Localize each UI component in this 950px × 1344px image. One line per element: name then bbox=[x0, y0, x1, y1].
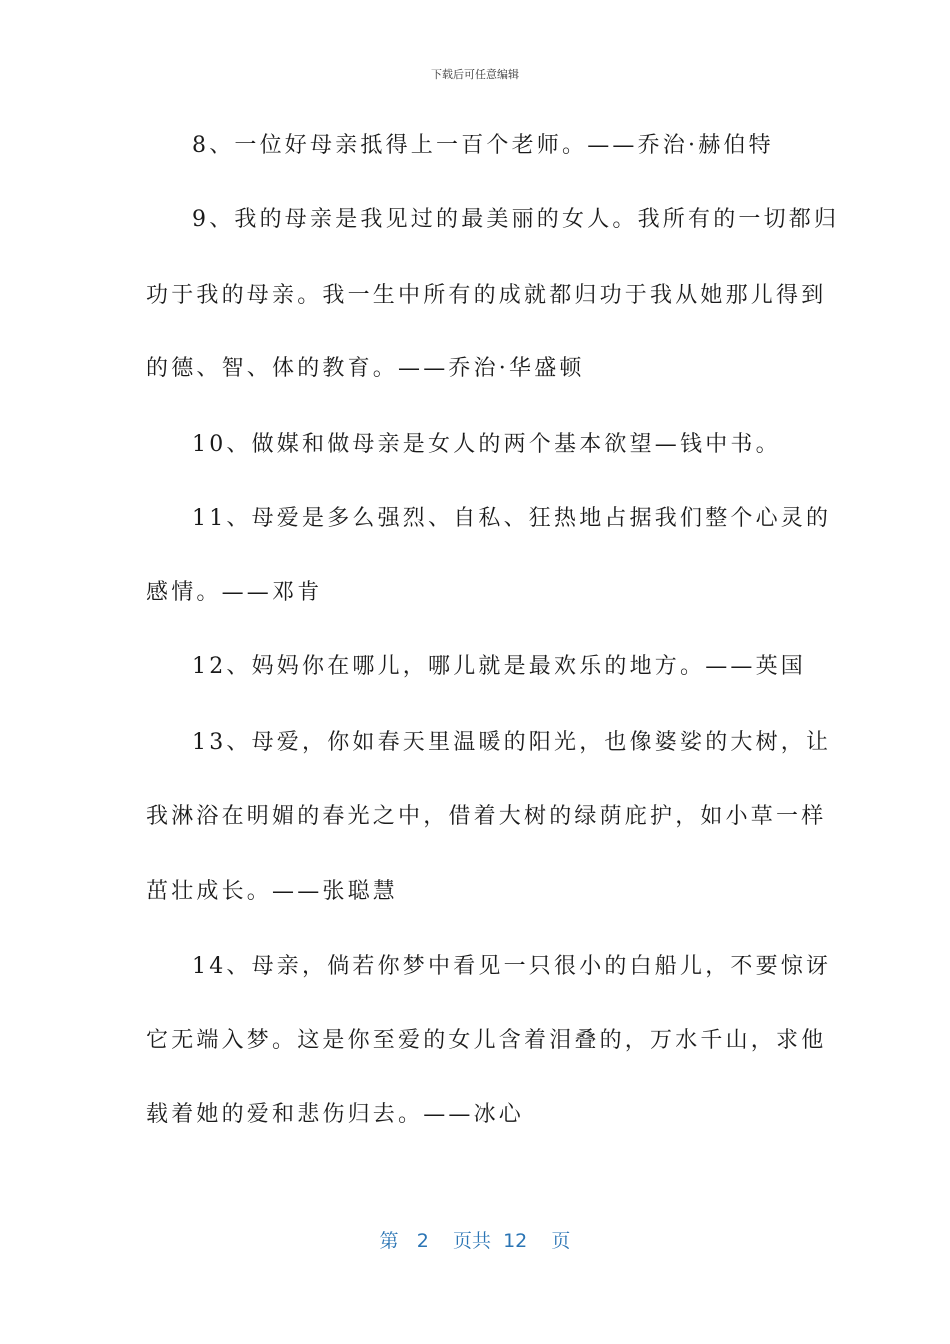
footer-prefix: 第 bbox=[379, 1230, 399, 1252]
current-page-number: 2 bbox=[416, 1230, 429, 1252]
paragraph-14-line-3: 载着她的爱和悲伤归去。——冰心 bbox=[146, 1102, 525, 1127]
paragraph-8-line-1: 8、一位好母亲抵得上一百个老师。——乔治·赫伯特 bbox=[192, 133, 774, 158]
page-footer bbox=[0, 1226, 950, 1253]
paragraph-11-line-2: 感情。——邓肯 bbox=[146, 580, 323, 605]
footer-middle: 页共 bbox=[452, 1230, 491, 1252]
total-pages-number: 12 bbox=[503, 1230, 528, 1252]
paragraph-9-line-3: 的德、智、体的教育。——乔治·华盛顿 bbox=[146, 356, 585, 381]
paragraph-13-line-2: 我淋浴在明媚的春光之中，借着大树的绿荫庇护，如小草一样 bbox=[146, 804, 827, 829]
header-note: 下载后可任意编辑 bbox=[431, 68, 519, 81]
paragraph-9-line-1: 9、我的母亲是我见过的最美丽的女人。我所有的一切都归 bbox=[192, 207, 840, 232]
paragraph-9-line-2: 功于我的母亲。我一生中所有的成就都归功于我从她那儿得到 bbox=[146, 283, 827, 308]
paragraph-14-line-1: 14、母亲，倘若你梦中看见一只很小的白船儿，不要惊讶 bbox=[192, 954, 832, 979]
paragraph-13-line-3: 茁壮成长。——张聪慧 bbox=[146, 879, 399, 904]
paragraph-13-line-1: 13、母爱，你如春天里温暖的阳光，也像婆娑的大树，让 bbox=[192, 730, 832, 755]
paragraph-10-line-1: 10、做媒和做母亲是女人的两个基本欲望—钱中书。 bbox=[192, 432, 781, 457]
footer-suffix: 页 bbox=[551, 1230, 571, 1252]
paragraph-14-line-2: 它无端入梦。这是你至爱的女儿含着泪叠的，万水千山，求他 bbox=[146, 1028, 827, 1053]
paragraph-11-line-1: 11、母爱是多么强烈、自私、狂热地占据我们整个心灵的 bbox=[192, 506, 832, 531]
paragraph-12-line-1: 12、妈妈你在哪儿，哪儿就是最欢乐的地方。——英国 bbox=[192, 654, 806, 679]
